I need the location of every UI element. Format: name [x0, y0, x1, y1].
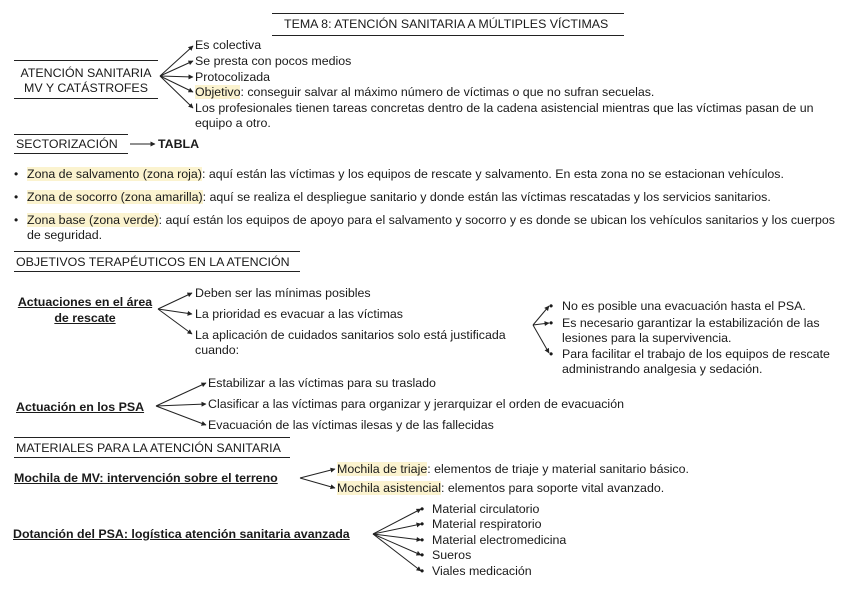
psa-item: Evacuación de las víctimas ilesas y de las fallecidas	[208, 418, 494, 432]
mochila-item	[337, 481, 664, 496]
zone-item	[27, 213, 842, 243]
psa-item: Estabilizar a las víctimas para su traslado	[208, 376, 436, 390]
mochila-item	[337, 462, 689, 477]
cuando-item: No es posible una evacuación hasta el PSA.	[562, 299, 806, 313]
zone-item	[27, 167, 784, 182]
s1-item: Se presta con pocos medios	[195, 54, 352, 68]
mochila-name: Mochila de triaje	[337, 462, 428, 476]
cuando-item: Para facilitar el trabajo de los equipos de rescate administrando analgesia y sedación.	[562, 347, 830, 376]
s1-rule-top	[14, 60, 158, 61]
sector-rule-bottom	[14, 153, 128, 154]
dotacion-item: Viales medicación	[432, 564, 532, 578]
s1-heading-line2: MV Y CATÁSTROFES	[24, 81, 148, 95]
dotacion-item: Material electromedicina	[432, 533, 567, 547]
mochila-text: : elementos para soporte vital avanzado.	[441, 481, 665, 495]
area-item: La prioridad es evacuar a las víctimas	[195, 307, 403, 321]
cuando-item: Es necesario garantizar la estabilización de las lesiones para la supervivencia.	[562, 316, 820, 345]
title-rule-bottom	[272, 35, 624, 36]
s1-item: Es colectiva	[195, 38, 262, 52]
mochila-text: : elementos de triaje y material sanitario básico.	[427, 462, 689, 476]
zone-text: : aquí están las víctimas y los equipos de rescate y salvamento. En esta zona no se estacionan vehículos.	[201, 167, 784, 181]
objetivo-label: Objetivo	[195, 85, 241, 99]
s1-objetivo	[195, 85, 654, 100]
page-title: TEMA 8: ATENCIÓN SANITARIA A MÚLTIPLES VÍCTIMAS	[284, 17, 609, 31]
bullet-icon: •	[420, 564, 425, 578]
bullet-icon: •	[420, 502, 425, 516]
bullet-icon: •	[420, 517, 425, 531]
dotacion-label: Dotanción del PSA: logística atención sanitaria avanzada	[13, 527, 350, 541]
psa-item: Clasificar a las víctimas para organizar y jerarquizar el orden de evacuación	[208, 397, 624, 411]
materiales-heading: MATERIALES PARA LA ATENCIÓN SANITARIA	[16, 441, 281, 455]
zone-name: Zona de socorro (zona amarilla)	[27, 190, 203, 204]
bullet-icon: •	[14, 213, 19, 227]
title-rule-top	[272, 13, 624, 14]
zone-item	[27, 190, 771, 205]
area-item: Deben ser las mínimas posibles	[195, 286, 371, 300]
s1-heading-line1: ATENCIÓN SANITARIA	[20, 66, 152, 80]
mochila-name: Mochila asistencial	[337, 481, 441, 495]
sector-heading: SECTORIZACIÓN	[16, 137, 118, 151]
sector-rule-top	[14, 134, 128, 135]
objetivo-text: : conseguir salvar al máximo número de víctimas o que no sufran secuelas.	[240, 85, 655, 99]
materiales-rule-bottom	[14, 457, 290, 458]
mochila-label: Mochila de MV: intervención sobre el terreno	[14, 471, 278, 485]
bullet-icon: •	[549, 299, 554, 313]
s1-rule-bottom	[14, 98, 158, 99]
area-rescate-label-1: Actuaciones en el área	[17, 295, 153, 309]
zone-text: : aquí se realiza el despliegue sanitario y donde están las víctimas rescatadas y los servicios sanitarios.	[202, 190, 771, 204]
bullet-icon: •	[420, 533, 425, 547]
s1-profesionales: Los profesionales tienen tareas concretas dentro de la cadena asistencial mientras que las víctimas pasan de un equipo a otro.	[195, 101, 814, 130]
zone-name: Zona de salvamento (zona roja)	[27, 167, 202, 181]
zone-text: : aquí están los equipos de apoyo para el salvamento y socorro y es donde se ubican los vehículos sanitarios y los cuerpos de seguridad.	[27, 213, 835, 242]
area-rescate-label-2: de rescate	[54, 311, 116, 325]
dotacion-item: Material circulatorio	[432, 502, 540, 516]
psa-label: Actuación en los PSA	[16, 400, 145, 414]
bullet-icon: •	[549, 347, 554, 361]
bullet-icon: •	[420, 548, 425, 562]
bullet-icon: •	[14, 190, 19, 204]
bullet-icon: •	[549, 316, 554, 330]
zone-name: Zona base (zona verde)	[27, 213, 159, 227]
dotacion-item: Material respiratorio	[432, 517, 542, 531]
objetivos-heading: OBJETIVOS TERAPÉUTICOS EN LA ATENCIÓN	[16, 255, 290, 269]
objetivos-rule-bottom	[14, 271, 300, 272]
materiales-rule-top	[14, 437, 290, 438]
area-item: La aplicación de cuidados sanitarios solo está justificada cuando:	[195, 328, 506, 357]
objetivos-rule-top	[14, 251, 300, 252]
s1-item: Protocolizada	[195, 70, 271, 84]
bullet-icon: •	[14, 167, 19, 181]
dotacion-item: Sueros	[432, 548, 472, 562]
sector-tabla: TABLA	[158, 137, 200, 151]
